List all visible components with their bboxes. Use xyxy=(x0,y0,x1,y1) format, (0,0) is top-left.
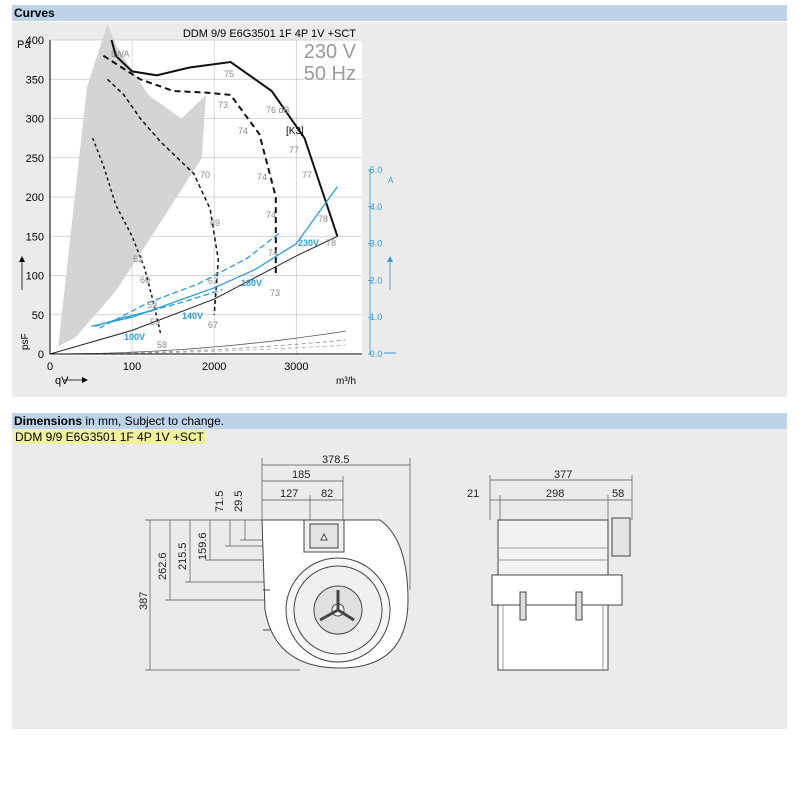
y2-tick-label: 2.0 xyxy=(369,275,383,286)
dim-185: 185 xyxy=(292,469,311,481)
noise-label: 67 xyxy=(208,276,219,286)
dim-71-5: 71.5 xyxy=(214,490,226,512)
x-tick-label: 3000 xyxy=(284,361,309,373)
amp-unit-label: A xyxy=(388,176,394,185)
x-tick-label: 100 xyxy=(122,361,142,373)
noise-label: 73 xyxy=(218,100,229,110)
y-tick-label: 250 xyxy=(25,152,44,165)
y-unit-label: Pa xyxy=(17,39,31,51)
noise-label: 62 xyxy=(133,254,144,264)
x-axis-label: qV xyxy=(55,375,69,387)
noise-label: 74 xyxy=(257,172,268,182)
y2-tick-label: 1.0 xyxy=(369,312,383,323)
y-tick-label: 300 xyxy=(25,113,44,126)
noise-label: 73 xyxy=(270,288,281,298)
noise-label: 67 xyxy=(208,320,219,330)
dim-29-5: 29.5 xyxy=(233,490,245,512)
y-axis-label: psF xyxy=(20,333,31,350)
x-tick-label: 0 xyxy=(46,361,54,373)
dim-21: 21 xyxy=(467,488,480,500)
noise-label: 77 xyxy=(302,170,313,180)
noise-label: 78 xyxy=(326,238,337,248)
front-view xyxy=(492,518,630,670)
model-badge: DDM 9/9 E6G3501 1F 4P 1V +SCT xyxy=(15,430,204,444)
y2-tick-label: 4.0 xyxy=(369,201,383,212)
y2-tick-label: 3.0 xyxy=(369,238,383,249)
y-tick-label: 150 xyxy=(25,231,44,244)
voltage-label: 230 V xyxy=(303,41,356,63)
curves-header: Curves xyxy=(12,5,787,21)
noise-label: 69 xyxy=(210,218,221,228)
noise-label: 77 xyxy=(289,145,300,155)
side-view xyxy=(262,520,408,668)
y-tick-label: 50 xyxy=(31,309,44,322)
y-tick-label: 400 xyxy=(25,35,44,47)
noise-label: 70 xyxy=(200,170,211,180)
noise-label: 58 xyxy=(157,340,168,350)
y2-tick-label: 0.0 xyxy=(369,349,383,359)
noise-label: 59 xyxy=(150,317,161,327)
k3-label: [K3] xyxy=(286,126,304,137)
y2-tick-label: 5.0 xyxy=(369,165,383,175)
y-tick-label: 350 xyxy=(25,74,44,87)
frequency-label: 50 Hz xyxy=(303,63,356,85)
dim-298: 298 xyxy=(546,488,565,500)
noise-label: 78 xyxy=(318,214,329,224)
dimensions-header: Dimensions in mm, Subject to change. xyxy=(12,413,787,429)
noise-label: 74 xyxy=(238,126,249,136)
speed-label-100v: 100V xyxy=(124,332,146,342)
speed-label-230v: 230V xyxy=(298,238,320,248)
x-unit-label: m³/h xyxy=(336,376,356,387)
noise-label: 60 xyxy=(140,275,151,285)
noise-label: 59 xyxy=(147,300,158,310)
y-tick-label: 0 xyxy=(37,349,44,361)
dim-378-5: 378.5 xyxy=(322,454,350,466)
y-tick-label: 200 xyxy=(25,192,44,204)
dim-159-6: 159.6 xyxy=(197,532,209,560)
speed-label-140v: 140V xyxy=(182,311,204,321)
dim-387: 387 xyxy=(138,591,150,610)
noise-label: 74 xyxy=(268,248,279,258)
lwa-label: LWA xyxy=(111,49,130,59)
y-tick-label: 100 xyxy=(25,270,44,283)
speed-label-180v: 180V xyxy=(241,278,263,288)
dim-82: 82 xyxy=(321,488,334,500)
dim-127: 127 xyxy=(280,488,299,500)
noise-label: 74 xyxy=(266,210,277,220)
noise-label: 75 xyxy=(224,69,235,79)
x-tick-label: 2000 xyxy=(201,361,227,373)
chart-model-title: DDM 9/9 E6G3501 1F 4P 1V +SCT xyxy=(182,28,356,40)
dim-262-6: 262.6 xyxy=(157,552,169,580)
noise-label: 76 dB xyxy=(266,105,290,115)
dim-215-5: 215.5 xyxy=(177,542,189,570)
dim-377: 377 xyxy=(554,469,573,481)
dim-58: 58 xyxy=(612,488,625,500)
